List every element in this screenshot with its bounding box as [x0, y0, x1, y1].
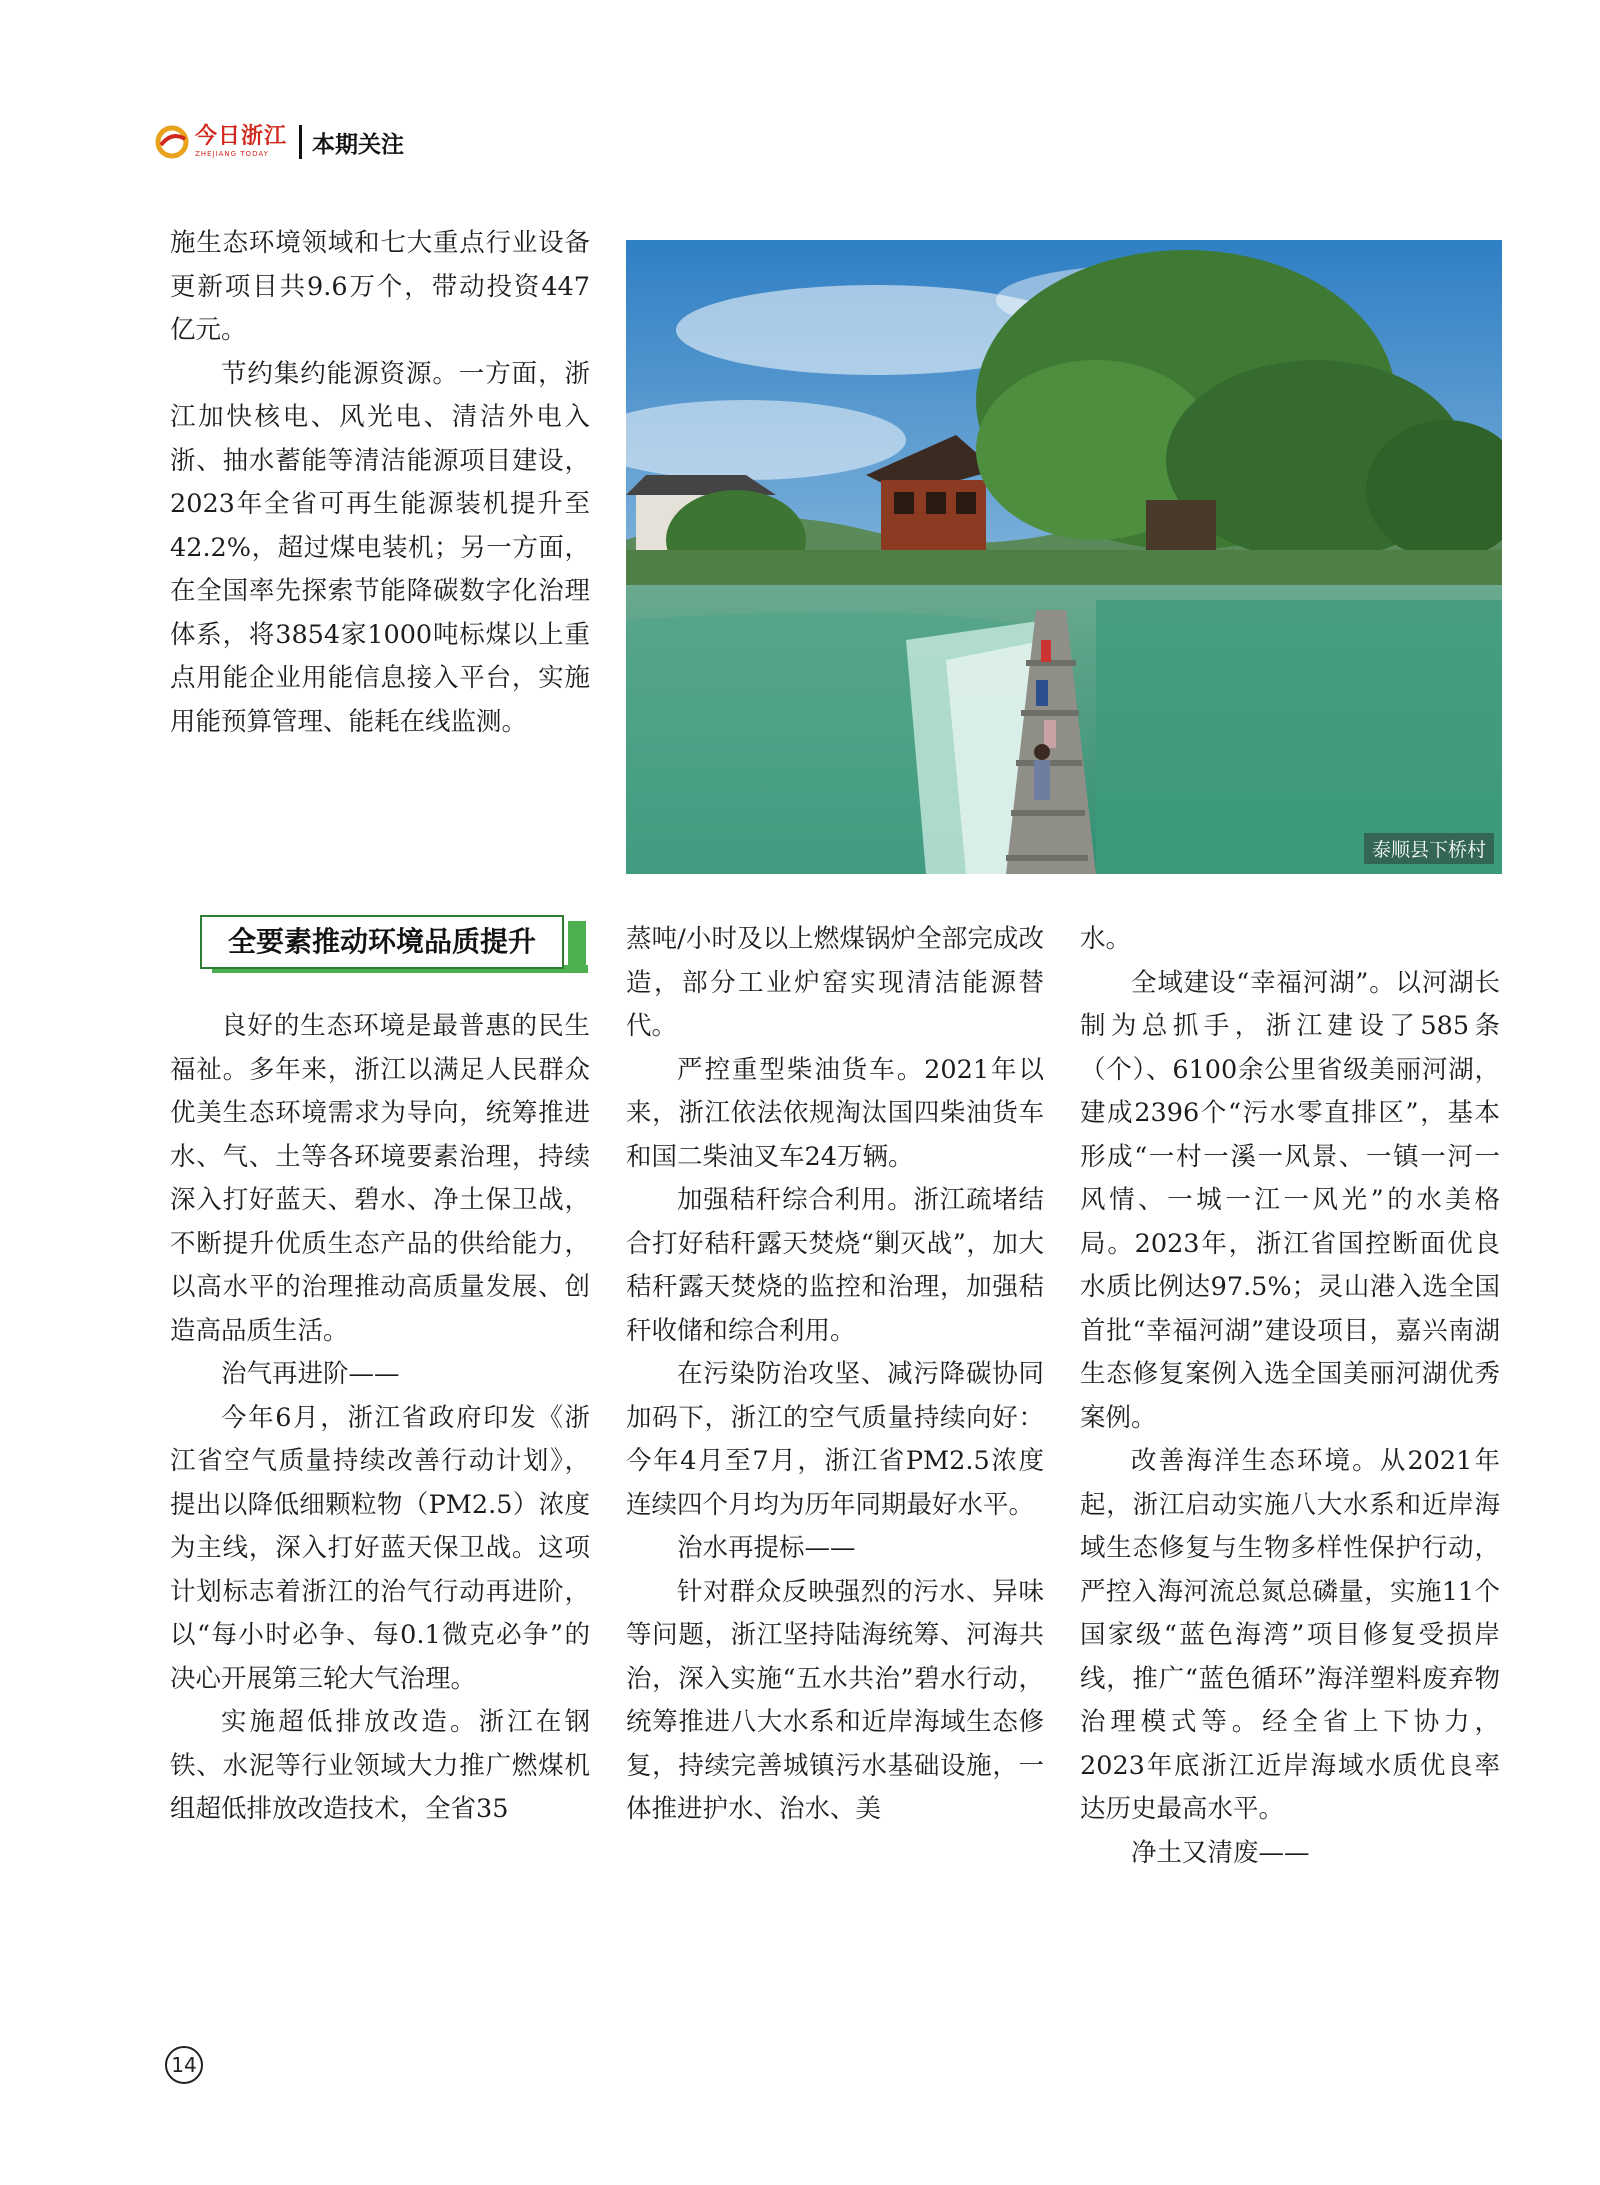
subheading: 治气再进阶—— — [221, 1359, 400, 1389]
paragraph: 良好的生态环境是最普惠的民生福祉。多年来，浙江以满足人民群众优美生态环境需求为导向，统筹推进水、气、土等各环境要素治理，持续深入打好蓝天、碧水、净土保卫战，不断提升优质生态产品的供给能力，以高水平的治理推动高质量发展、创造高品质生活。 — [170, 1011, 590, 1346]
section-heading — [200, 915, 588, 975]
column-1-top — [170, 222, 590, 744]
paragraph: 改善海洋生态环境。从2021年起，浙江启动实施八大水系和近岸海域生态修复与生物多样性保护行动，严控入海河流总氮总磷量，实施11个国家级“蓝色海湾”项目修复受损岸线，推广“蓝色循环”海洋塑料废弃物治理模式等。经全省上下协力，2023年底浙江近岸海域水质优良率达历史最高水平。 — [1080, 1446, 1500, 1824]
section-label: 本期关注 — [312, 131, 405, 158]
paragraph: 加强秸秆综合利用。浙江疏堵结合打好秸秆露天焚烧“剿灭战”，加大秸秆露天焚烧的监控和治理，加强秸秆收储和综合利用。 — [626, 1185, 1044, 1346]
page-header — [155, 118, 404, 166]
heading-accent-bar — [568, 921, 586, 969]
subheading: 治水再提标—— — [677, 1533, 856, 1563]
paragraph: 全域建设“幸福河湖”。以河湖长制为总抓手，浙江建设了585条（个）、6100余公里省级美丽河湖，建成2396个“污水零直排区”，基本形成“一村一溪一风景、一镇一河一风情、一城一江一风光”的水美格局。2023年，浙江省国控断面优良水质比例达97.5%；灵山港入选全国首批“幸福河湖”建设项目，嘉兴南湖生态修复案例入选全国美丽河湖优秀案例。 — [1080, 967, 1500, 1433]
column-3 — [1080, 918, 1500, 1875]
photo-illustration — [626, 240, 1502, 874]
paragraph: 今年6月，浙江省政府印发《浙江省空气质量持续改善行动计划》，提出以降低细颗粒物（PM2.5）浓度为主线，深入打好蓝天保卫战。这项计划标志着浙江的治气行动再进阶，以“每小时必争、每0.1微克必争”的决心开展第三轮大气治理。 — [170, 1402, 590, 1694]
logo-text: 今日浙江 — [195, 124, 288, 149]
paragraph: 实施超低排放改造。浙江在钢铁、水泥等行业领域大力推广燃煤机组超低排放改造技术，全省35 — [170, 1707, 590, 1824]
logo-emblem-icon — [155, 125, 189, 159]
magazine-logo — [155, 125, 287, 159]
photo-caption: 泰顺县下桥村 — [1364, 833, 1494, 864]
paragraph: 针对群众反映强烈的污水、异味等问题，浙江坚持陆海统筹、河海共治，深入实施“五水共治”碧水行动，统筹推进八大水系和近岸海域生态修复，持续完善城镇污水基础设施，一体推进护水、治水、美 — [626, 1576, 1044, 1824]
column-2 — [626, 918, 1044, 1832]
paragraph: 水。 — [1080, 924, 1132, 954]
paragraph: 蒸吨/小时及以上燃煤锅炉全部完成改造，部分工业炉窑实现清洁能源替代。 — [626, 924, 1044, 1041]
river-village-photo — [626, 240, 1502, 874]
page-number: 14 — [165, 2046, 203, 2084]
paragraph: 在污染防治攻坚、减污降碳协同加码下，浙江的空气质量持续向好：今年4月至7月，浙江省PM2.5浓度连续四个月均为历年同期最好水平。 — [626, 1359, 1044, 1520]
logo-subtext: ZHEJIANG TODAY — [195, 150, 269, 158]
section-title: 全要素推动环境品质提升 — [227, 925, 536, 958]
paragraph: 严控重型柴油货车。2021年以来，浙江依法依规淘汰国四柴油货车和国二柴油叉车24万辆。 — [626, 1054, 1044, 1172]
paragraph: 施生态环境领域和七大重点行业设备更新项目共9.6万个，带动投资447亿元。 — [170, 228, 590, 345]
subheading: 净土又清废—— — [1131, 1837, 1310, 1868]
header-divider — [299, 125, 302, 159]
column-1-bottom — [170, 1005, 590, 1832]
paragraph: 节约集约能源资源。一方面，浙江加快核电、风光电、清洁外电入浙、抽水蓄能等清洁能源项目建设，2023年全省可再生能源装机提升至42.2%，超过煤电装机；另一方面，在全国率先探索节能降碳数字化治理体系，将3854家1000吨标煤以上重点用能企业用能信息接入平台，实施用能预算管理、能耗在线监测。 — [170, 358, 590, 737]
